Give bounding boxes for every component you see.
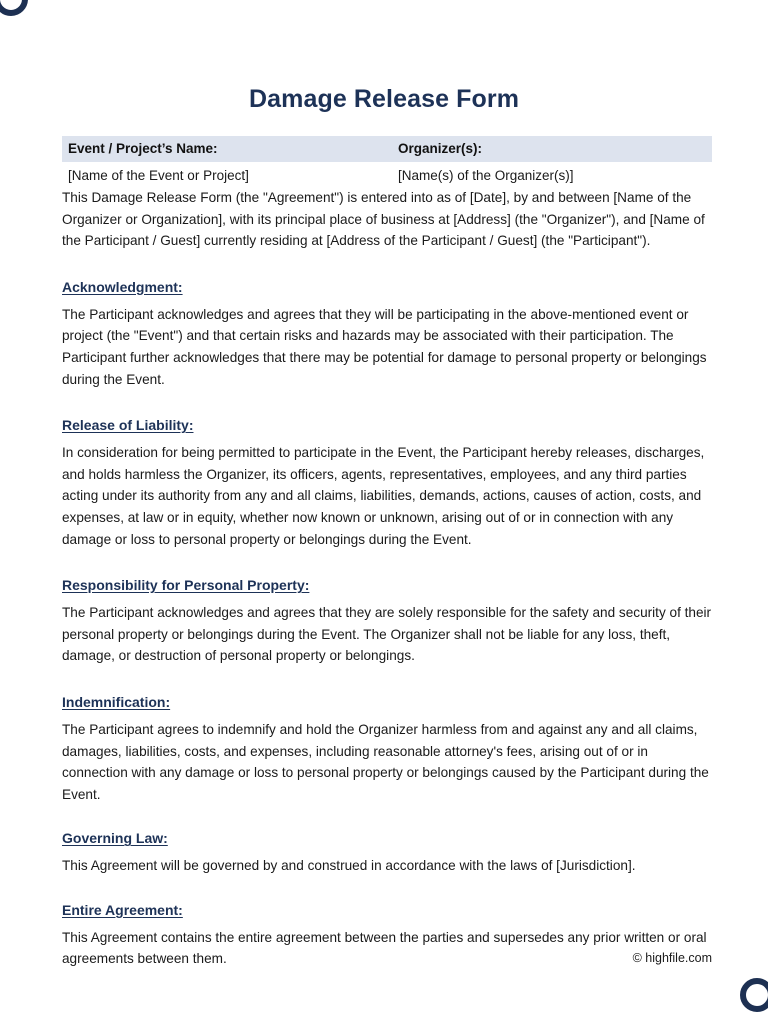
field-organizers-value[interactable]: [Name(s) of the Organizer(s)]: [392, 162, 712, 187]
decorative-ring-top-left-icon: [0, 0, 28, 16]
section-heading-release-of-liability: Release of Liability:: [62, 417, 194, 434]
section-heading-entire-agreement: Entire Agreement:: [62, 901, 183, 918]
table-row: [62, 162, 712, 187]
decorative-ring-bottom-right-icon: [740, 978, 768, 1012]
section-body-indemnification: The Participant agrees to indemnify and hold the Organizer harmless from and against any and all claims, damages, liabilities, costs, and expenses, including reasonable attorney's fees, arising out of or in connection with any damage or loss to personal property or belongings caused by the Participant during the Event.: [62, 721, 709, 802]
document-body: [62, 136, 712, 970]
section-body-acknowledgment: The Participant acknowledges and agrees that they will be participating in the above-mentioned event or project (the "Event") and that certain risks and hazards may be associated with their participation. The Participant further acknowledges that there may be potential for damage to personal property or belongings during the Event.: [62, 306, 707, 387]
event-organizer-table: [62, 136, 712, 187]
section-body-governing-law: This Agreement will be governed by and construed in accordance with the laws of [Jurisdiction].: [62, 858, 636, 874]
section-heading-responsibility-for-personal-property: Responsibility for Personal Property:: [62, 577, 310, 594]
section-heading-indemnification: Indemnification:: [62, 693, 171, 710]
intro-paragraph: This Damage Release Form (the "Agreement") is entered into as of [Date], by and between [Name of the Organizer or Organization], with its principal place of business at [Address] (the "Organizer"), and [Name of the Participant / Guest] currently residing at [Address of the Participant / Guest] (the "Participant").: [62, 190, 705, 249]
section-body-release-of-liability: In consideration for being permitted to participate in the Event, the Participant hereby releases, discharges, and holds harmless the Organizer, its officers, agents, representatives, employees, and any third parties acting under its authority from any and all claims, liabilities, demands, actions, causes of action, costs, and expenses, at law or in equity, whether now known or unknown, arising out of or in connection with any damage or loss to personal property or belongings during the Event.: [62, 445, 705, 547]
section-heading-governing-law: Governing Law:: [62, 830, 168, 847]
column-header-organizers: Organizer(s):: [392, 136, 712, 162]
column-header-event-name: Event / Project’s Name:: [62, 136, 392, 162]
footer-copyright: © highfile.com: [632, 951, 712, 965]
section-heading-acknowledgment: Acknowledgment:: [62, 278, 183, 295]
section-body-entire-agreement: This Agreement contains the entire agreement between the parties and supersedes any prior written or oral agreements between them.: [62, 929, 707, 967]
table-header-row: [62, 136, 712, 162]
page-title: Damage Release Form: [248, 84, 520, 113]
field-event-name-value[interactable]: [Name of the Event or Project]: [62, 162, 392, 187]
section-body-responsibility-for-personal-property: The Participant acknowledges and agrees that they are solely responsible for the safety and security of their personal property or belongings during the Event. The Organizer shall not be liable for any loss, theft, damage, or destruction of personal property or belongings.: [62, 605, 712, 664]
